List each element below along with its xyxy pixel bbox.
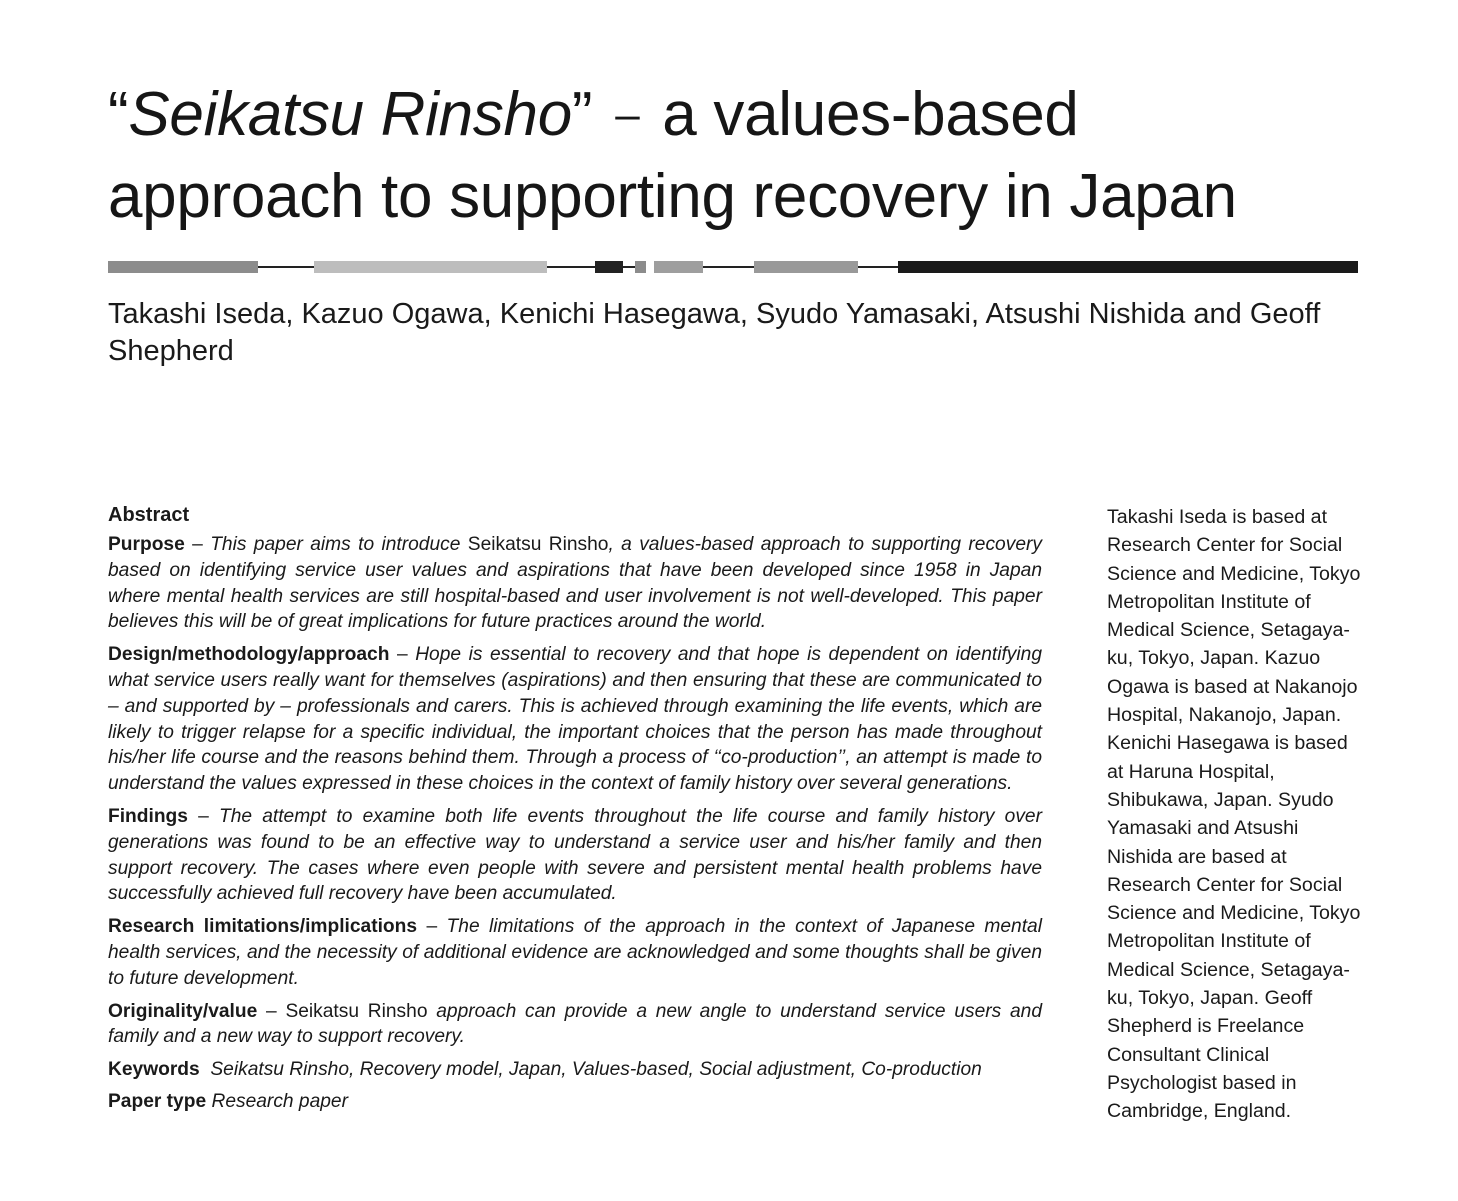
abstract-purpose <box>108 532 1042 635</box>
paper-type-label: Paper type <box>108 1090 207 1112</box>
abstract-paper-type <box>108 1089 1042 1115</box>
title-quote-open: “ <box>108 80 129 149</box>
paper-type-text: Research paper <box>211 1090 348 1112</box>
purpose-label: Purpose <box>108 534 185 555</box>
originality-label: Originality/value <box>108 1000 258 1022</box>
limitations-text: The limitations of the approach in the context of Japanese mental health services, and the necessity of additional evidence are acknowledged and some thoughts shall be given to future development. <box>108 916 1042 989</box>
rule-segment <box>654 261 703 273</box>
rule-segment <box>258 266 314 268</box>
limitations-sep: – <box>417 916 447 938</box>
keywords-text: Seikatsu Rinsho, Recovery model, Japan, Values-based, Social adjustment, Co-production <box>210 1059 982 1081</box>
abstract-keywords <box>108 1057 1042 1083</box>
findings-label: Findings <box>108 805 188 827</box>
title-quote-close: ” <box>571 80 593 149</box>
rule-segment <box>635 261 646 273</box>
design-sep: – <box>389 644 416 666</box>
rule-segment <box>108 261 258 273</box>
limitations-label: Research limitations/implications <box>108 916 418 938</box>
abstract-design <box>108 642 1042 797</box>
rule-segment <box>703 266 754 268</box>
rule-segment <box>754 261 858 273</box>
rule-segment <box>898 261 1358 273</box>
abstract-heading: Abstract <box>108 504 190 526</box>
title-dash: – <box>615 90 640 139</box>
findings-text: The attempt to examine both life events throughout the life course and family history over generations was found to be an effective way to understand a service user and his/her family and then support recovery. The cases where even people with severe and persistent mental health problems have successfully achieved full recovery have been accumulated. <box>108 805 1042 905</box>
author-affiliations: Takashi Iseda is based at Research Center for Social Science and Medicine, Tokyo Metropolitan Institute of Medical Science, Setagaya-ku, Tokyo, Japan. Kazuo Ogawa is based at Nakanojo Hospital, Nakanojo, Japan. Kenichi Hasegawa is based at Haruna Hospital, Shibukawa, Japan. Syudo Yamasaki and Atsushi Nishida are based at Research Center for Social Science and Medicine, Tokyo Metropolitan Institute of Medical Science, Setagaya-ku, Tokyo, Japan. Geoff Shepherd is Freelance Consultant Clinical Psychologist based in Cambridge, England. <box>1107 506 1361 1123</box>
article-title <box>108 74 1408 238</box>
abstract-section <box>108 502 1042 1119</box>
rule-segment <box>595 261 623 273</box>
title-italic-term: Seikatsu Rinsho <box>128 80 572 149</box>
purpose-sep: – <box>184 534 211 555</box>
abstract-limitations <box>108 914 1042 991</box>
author-list: Takashi Iseda, Kazuo Ogawa, Kenichi Hasegawa, Syudo Yamasaki, Atsushi Nishida and Geoff Shepherd <box>108 298 1321 367</box>
title-line1-rest: a values-based <box>662 80 1079 149</box>
originality-term: Seikatsu Rinsho <box>285 1000 428 1022</box>
rule-segment <box>547 266 595 268</box>
originality-text: approach can provide a new angle to understand service users and family and a new way to support recovery. <box>108 1000 1042 1048</box>
abstract-originality <box>108 999 1042 1051</box>
rule-segment <box>314 261 547 273</box>
keywords-label: Keywords <box>108 1059 200 1081</box>
design-text: Hope is essential to recovery and that hope is dependent on identifying what service users really want for themselves (aspirations) and then ensuring that these are communicated to – and supported by – professionals and carers. This is achieved through examining the life events, which are likely to trigger relapse for a specific individual, the important choices that the person has made throughout his/her life course and the reasons behind them. Through a process of ‘‘co-production’’, an attempt is made to understand the values expressed in these choices in the context of family history over several generations. <box>108 644 1042 795</box>
purpose-text-post: , a values-based approach to supporting recovery based on identifying service user values and aspirations that have been developed since 1958 in Japan where mental health services are still hospital-based and user involvement is not well-developed. This paper believes this will be of great implications for future practices around the world. <box>108 534 1042 633</box>
title-divider-rule <box>108 261 1358 273</box>
purpose-text-pre: This paper aims to introduce <box>210 534 468 555</box>
purpose-term: Seikatsu Rinsho <box>467 534 609 555</box>
title-line2: approach to supporting recovery in Japan <box>108 162 1237 231</box>
originality-sep: – <box>257 1000 286 1022</box>
findings-sep: – <box>187 805 219 827</box>
abstract-findings <box>108 804 1042 907</box>
rule-segment <box>623 266 635 268</box>
design-label: Design/methodology/approach <box>108 644 390 666</box>
rule-segment <box>858 266 898 268</box>
